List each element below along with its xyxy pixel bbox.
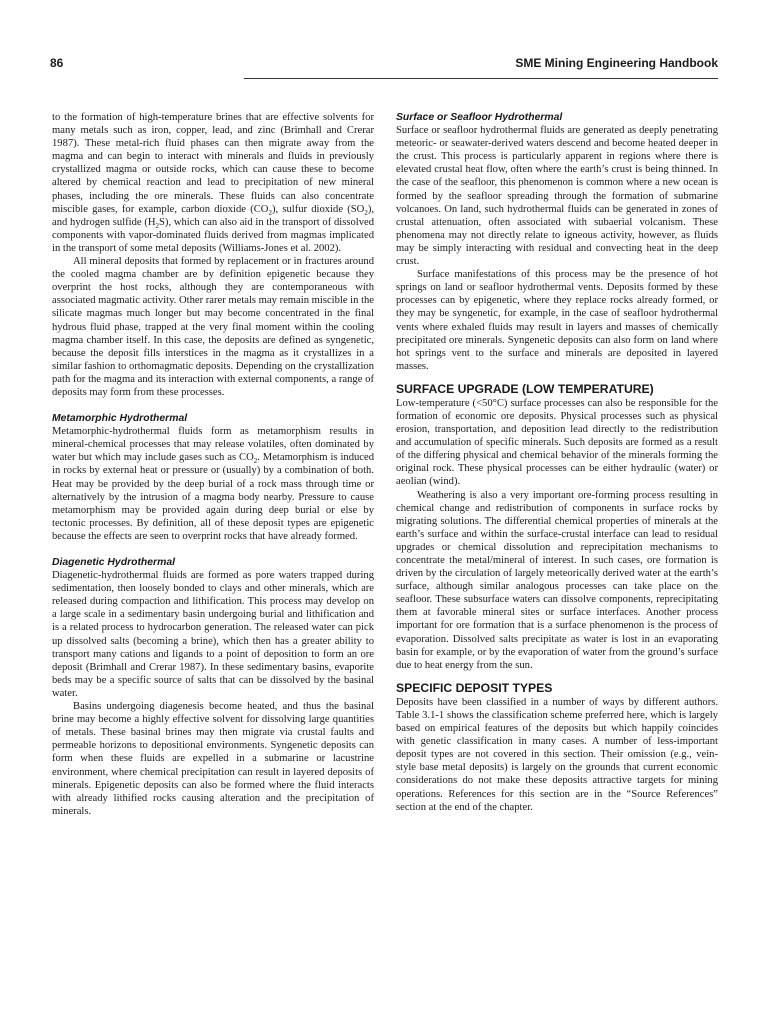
heading-metamorphic-hydrothermal: Metamorphic Hydrothermal [52, 413, 188, 425]
heading-specific-deposit-types: SPECIFIC DEPOSIT TYPES [396, 680, 553, 695]
heading-diagenetic-hydrothermal: Diagenetic Hydrothermal [52, 557, 175, 568]
running-title: SME Mining Engineering Handbook [515, 56, 718, 70]
paragraph-deposit-classification: Deposits have been classified in a number of ways by different authors. Table 3.1-1 shows the classification scheme preferred here, which is largely based on empirical features of the deposits but which happily coincides with genetic classification in many cases. A number of less-important deposit types are not covered in this section. Their omission (e.g., vein-style base metal deposits) is largely on the grounds that current economic considerations do not make these deposits attractive targets for mining operations. References for this section are in the “Source References” section at the end of the chapter. [396, 696, 718, 813]
paragraph-metamorphic: Metamorphic-hydrothermal fluids form as metamorphism results in mineral-chemical processes that may release volatiles, often dominated by water but which may include gases such as $CO_2$. Metamorphism is induced in rocks by external heat or pressure or (usually) by a combination of both. Heat may be provided by the deep burial of a rock mass through time or alternatively by the intrusion of a magma body nearby. Pressure to cause metamorphism may be provided again during deep burial or else by tectonic processes. By definition, all of these deposit types are epigenetic because the effects are seen to overprint rocks that have already formed. [52, 426, 374, 542]
page-header [50, 56, 718, 82]
paragraph-surface-seafloor: Surface or seafloor hydrothermal fluids are generated as deeply penetrating meteoric- or seawater-derived waters descend and become heated deeper in the crust. This process is particularly apparent in regions where there is elevated crustal heat flow, often where the earth’s crust is being thinned. In the case of the seafloor, this phenomenon is common where a new ocean is formed by the seafloor spreading through the formation of submarine volcanoes. On land, such hydrothermal fluids can be generated in zones of crustal attenuation, often associated with subaerial volcanism. These phenomena may not directly relate to igneous activity, however, as fluids may be simply interacting with residual and convecting heat in the deep crust. [396, 125, 718, 268]
paragraph-surface-manifestations: Surface manifestations of this process may be the presence of hot springs on land or seafloor hydrothermal vents. Deposits formed by these processes can by epigenetic, where they replace rocks already formed, or they may be syngenetic, for example, in the case of seafloor hydrothermal vents where exhaled fluids may result in layers and masses of chemically precipitated ore minerals. Syngenetic deposits can also form on land where hot springs vent to the surface and minerals are deposited in layered masses. [396, 269, 718, 372]
paragraph-diagenetic: Diagenetic-hydrothermal fluids are formed as pore waters trapped during sedimentation, then loosely bonded to clays and other minerals, which are released during compaction and lithification. This process may develop on a large scale in a sedimentary basin undergoing burial and lithification and is a related process to hydrocarbon generation. The released water can pick up dissolved salts (becoming a brine), which then has a greater ability to transport many cations and ligands to a point of deposition to form an ore deposit (Brimhall and Crerar 1987). In these sedimentary basins, evaporite beds may be a specific source of salts that can be dissolved by the basinal water. [52, 570, 374, 699]
paragraph-basins: Basins undergoing diagenesis become heated, and thus the basinal brine may become a highly effective solvent for dissolving large quantities of metals. These basinal brines may then migrate via crustal faults and permeable horizons to depositional environments. Syngenetic deposits can form when these fluids are expelled in a submarine or lacustrine environment, where chemical precipitation can result in layered deposits of minerals. Epigenetic deposits can also be formed where the fluid interacts with already lithified rocks causing alteration and the precipitation of minerals. [52, 701, 374, 817]
page-number: 86 [50, 56, 64, 70]
paragraph-weathering: Weathering is also a very important ore-forming process resulting in chemical change and redistribution of components in surface rocks by migrating solutions. The differential chemical properties of minerals at the earth’s surface and within the surface-crustal interface can lead to residual upgrades or chemical dissolution and reprecipitation mechanisms to concentrate the metal/mineral of interest. In such cases, ore formation is driven by the circulation of largely meteorically derived water at the earth’s surface, although similar analogous processes can take place on the seafloor. These subsurface waters can dissolve components, reprecipitating them at favorable mineral sites or surface interfaces. Another process important for ore formation that is a surface phenomenon is the process of evaporation. Dissolved salts precipitate as water is lost in an evaporating basin for example, or by the evaporation of water from the ground’s surface due to heat energy from the sun. [396, 489, 718, 671]
left-column [52, 111, 374, 818]
heading-surface-upgrade: SURFACE UPGRADE (LOW TEMPERATURE) [396, 381, 654, 396]
paragraph-magmatic-brines: to the formation of high-temperature brines that are effective solvents for many metals such as iron, copper, lead, and zinc (Brimhall and Crerar 1987). These metal-rich fluid phases can then migrate away from the magma and can begin to interact with minerals and fluids in previously crystallized magma or outside rocks, which can cause these to become altered by chemical reaction and lead to precipitation of new mineral phases, including the ore minerals. These fluids can also concentrate miscible gases, for example, carbon dioxide $(CO_2)$, sulfur dioxide $(SO_2)$, and hydrogen sulfide $(H_2S)$, which can also aid in the transport of dissolved components with vapor-dominated fluids derived from magmas implicated in the transport of some metal deposits (Williams-Jones et al. 2002). [52, 112, 375, 254]
heading-surface-seafloor-hydrothermal: Surface or Seafloor Hydrothermal [396, 112, 563, 123]
header-rule [244, 78, 718, 79]
right-column [396, 111, 718, 814]
paragraph-low-temperature: Low-temperature (<50°C) surface processes can also be responsible for the formation of economic ore deposits. Physical processes such as physical erosion, transportation, and deposition lead directly to the redistribution and accumulation of specific minerals. Such deposits are formed as a result of the differing physical and chemical behavior of the minerals forming the original rock. These physical processes can be either hydraulic (water) or aeolian (wind). [396, 397, 718, 488]
paragraph-epigenetic-deposits: All mineral deposits that formed by replacement or in fractures around the cooled magma chamber are by definition epigenetic because they overprint the host rocks, although they are contemporaneous with associated magmatic activity. Other rarer metals may remain miscible in the silicate magmas much longer but may become concentrated in the final hydrous fluid phase, trapped at the very final moment within the cooling magma chamber itself. In this case, the deposits are defined as syngenetic, because the deposit fills interstices in the magma as it crystallizes in a similar fashion to orthomagmatic deposits. Depending on the crystallization path for the magma and its interaction with external components, a range of deposits may form from these processes. [52, 256, 375, 398]
